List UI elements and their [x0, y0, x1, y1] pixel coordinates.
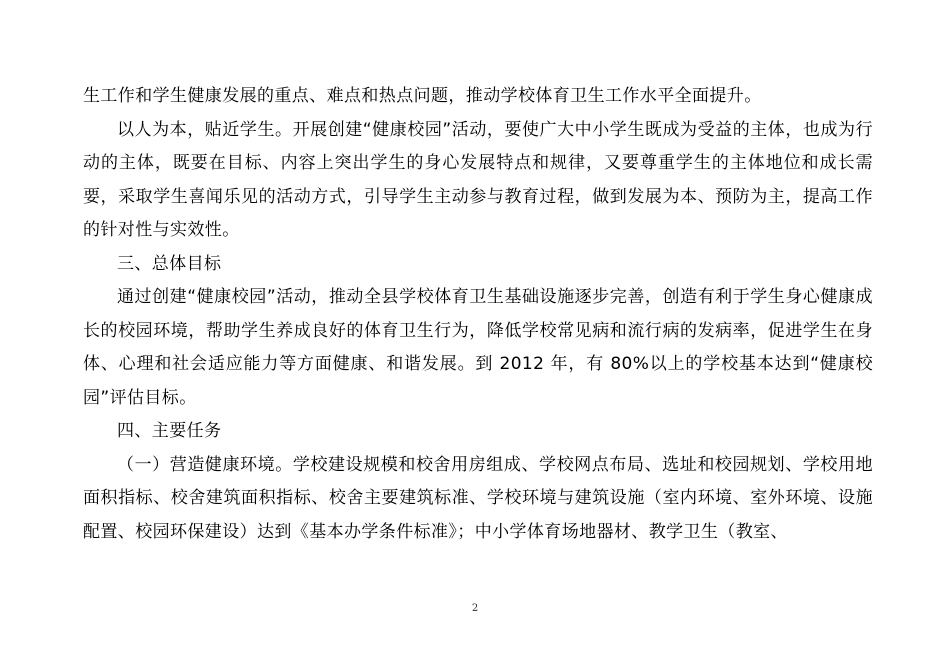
document-body	[83, 80, 873, 549]
page-number: 2	[471, 603, 479, 614]
paragraph-people-oriented: 以人为本，贴近学生。开展创建“健康校园”活动，要使广大中小学生既成为受益的主体，也成为行动的主体，既要在目标、内容上突出学生的身心发展特点和规律，又要尊重学生的主体地位和成长需要，采取学生喜闻乐见的活动方式，引导学生主动参与教育过程，做到发展为本、预防为主，提高工作的针对性与实效性。	[83, 119, 873, 240]
paragraph-healthy-environment: （一）营造健康环境。学校建设规模和校舍用房组成、学校网点布局、选址和校园规划、学校用地面积指标、校舍建筑面积指标、校舍主要建筑标准、学校环境与建筑设施（室内环境、室外环境、设施配置、校园环保建设）达到《基本办学条件标准》；中小学体育场地器材、教学卫生（教室、	[83, 454, 873, 542]
section-heading-overall-goals: 三、总体目标	[117, 253, 222, 274]
section-heading-main-tasks: 四、主要任务	[117, 421, 222, 441]
paragraph-overall-goals: 通过创建“健康校园”活动，推动全县学校体育卫生基础设施逐步完善，创造有利于学生身心健康成长的校园环境，帮助学生养成良好的体育卫生行为，降低学校常见病和流行病的发病率，促进学生在身体、心理和社会适应能力等方面健康、和谐发展。到 2012 年，有 80%以上的学校基本达到“健康校园”评估目标。	[83, 287, 873, 408]
paragraph-continuation: 生工作和学生健康发展的重点、难点和热点问题，推动学校体育卫生工作水平全面提升。	[83, 86, 762, 106]
